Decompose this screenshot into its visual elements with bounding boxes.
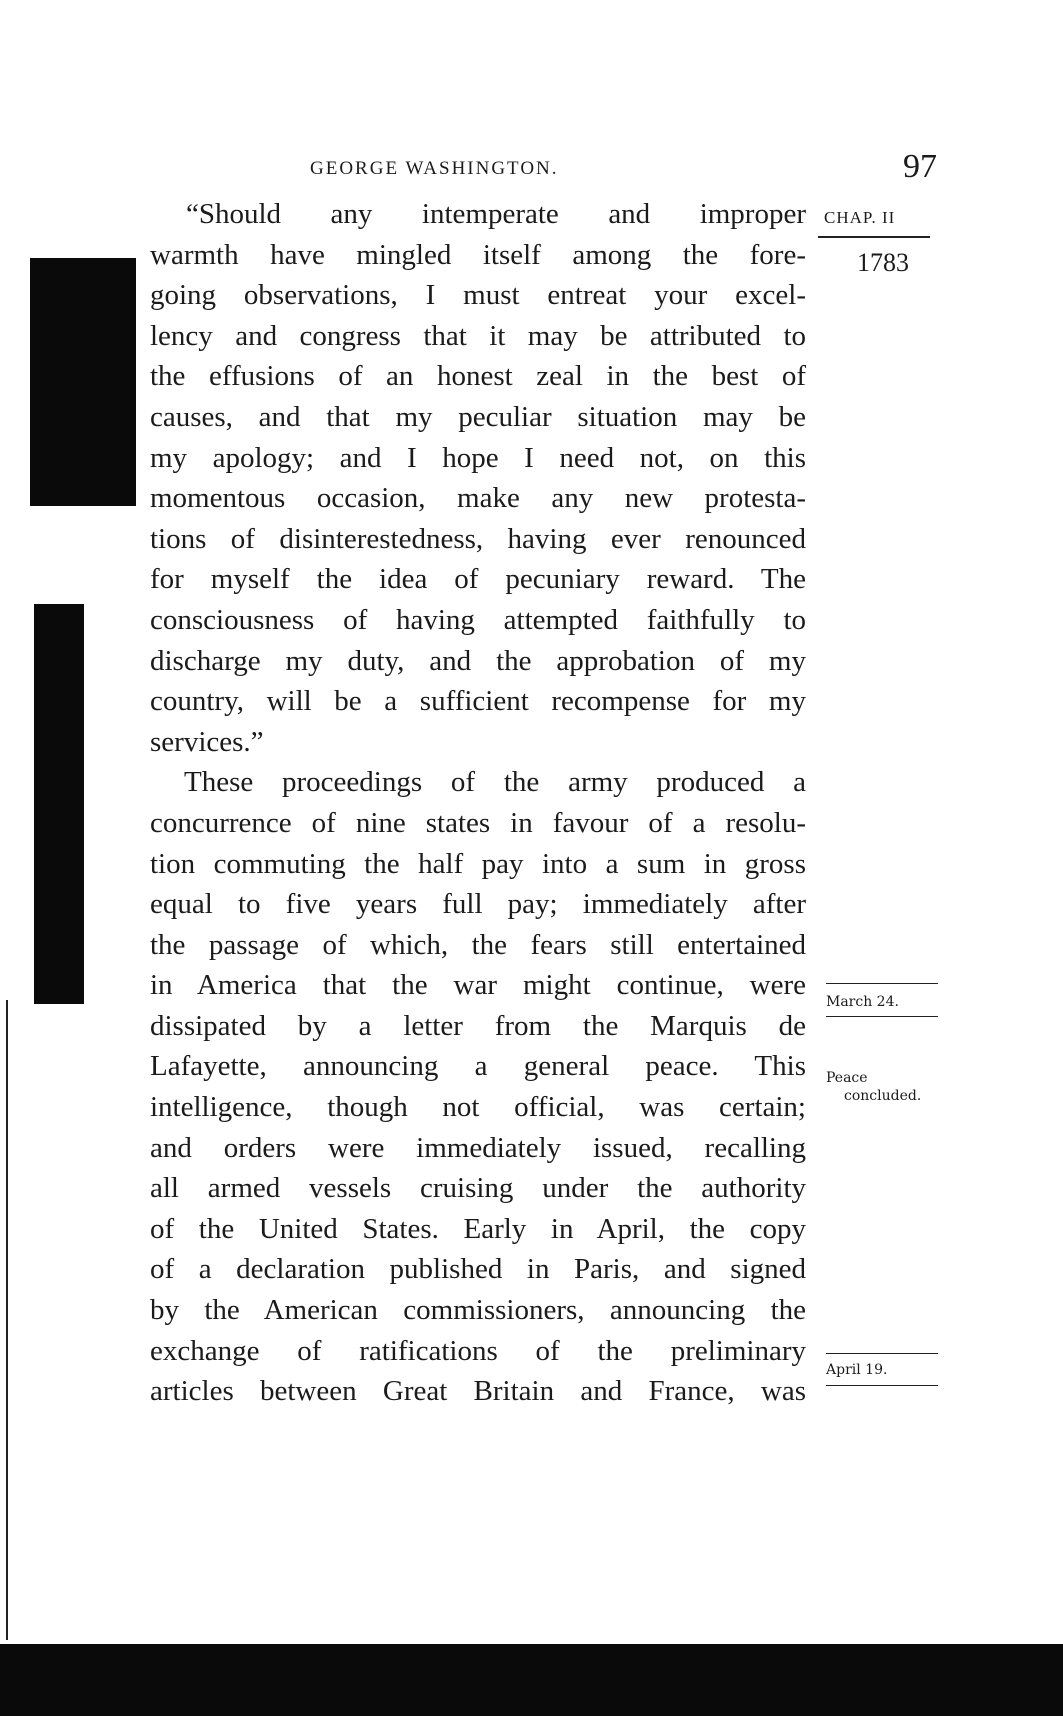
text-line: discharge my duty, and the approbation of my: [150, 644, 806, 677]
text-line: my apology; and I hope I need not, on this: [150, 441, 806, 474]
text-line: Lafayette, announcing a general peace. This: [150, 1050, 806, 1083]
scan-shadow-bottom: [0, 1644, 1063, 1716]
margin-rule-march-bottom: [826, 1016, 938, 1017]
text-line: tions of disinterestedness, having ever renounced: [150, 522, 806, 555]
margin-note-march: March 24.: [826, 994, 899, 1010]
text-line: of a declaration published in Paris, and signed: [150, 1253, 806, 1286]
body-text: [150, 194, 806, 1412]
text-line: “Should any intemperate and improper: [186, 198, 806, 230]
scan-shadow-top: [30, 258, 136, 506]
margin-note-april: April 19.: [826, 1362, 888, 1378]
text-line: the passage of which, the fears still entertained: [150, 928, 806, 961]
text-line: the effusions of an honest zeal in the best of: [150, 360, 806, 393]
text-line: by the American commissioners, announcing the: [150, 1294, 806, 1327]
scan-edge-line: [6, 1000, 8, 1640]
text-line: concurrence of nine states in favour of a resolu-: [150, 806, 806, 839]
text-line: all armed vessels cruising under the authority: [150, 1172, 806, 1205]
text-line: lency and congress that it may be attributed to: [150, 319, 806, 352]
margin-chapter: CHAP. II: [824, 208, 896, 227]
text-line: dissipated by a letter from the Marquis de: [150, 1009, 806, 1042]
page-number: 97: [903, 148, 937, 185]
margin-note-peace: Peace: [826, 1070, 868, 1086]
text-line: momentous occasion, make any new protesta-: [150, 482, 806, 515]
text-line: articles between Great Britain and France, was: [150, 1375, 806, 1408]
margin-rule-march-top: [826, 983, 938, 984]
text-line: exchange of ratifications of the preliminary: [150, 1334, 806, 1367]
margin-rule-chapter: [818, 236, 930, 238]
text-line: for myself the idea of pecuniary reward. The: [150, 563, 806, 596]
text-line: consciousness of having attempted faithfully to: [150, 603, 806, 636]
scan-shadow-middle: [34, 604, 84, 1004]
text-line: warmth have mingled itself among the fore-: [150, 238, 806, 271]
text-line: causes, and that my peculiar situation may be: [150, 400, 806, 433]
margin-rule-april-top: [826, 1353, 938, 1354]
margin-rule-april-bottom: [826, 1385, 938, 1386]
text-line: country, will be a sufficient recompense for my: [150, 685, 806, 718]
margin-note-concluded: concluded.: [844, 1088, 922, 1104]
text-line: and orders were immediately issued, recalling: [150, 1131, 806, 1164]
text-line: tion commuting the half pay into a sum in gross: [150, 847, 806, 880]
text-line: services.”: [150, 725, 264, 758]
text-line: in America that the war might continue, were: [150, 969, 806, 1002]
text-line: of the United States. Early in April, the copy: [150, 1212, 806, 1245]
text-line: going observations, I must entreat your excel-: [150, 279, 806, 312]
text-line: intelligence, though not official, was certain;: [150, 1091, 806, 1124]
running-title: GEORGE WASHINGTON.: [310, 158, 559, 179]
text-line: equal to five years full pay; immediately after: [150, 888, 806, 921]
text-line: These proceedings of the army produced a: [184, 766, 806, 799]
margin-year: 1783: [857, 248, 909, 277]
